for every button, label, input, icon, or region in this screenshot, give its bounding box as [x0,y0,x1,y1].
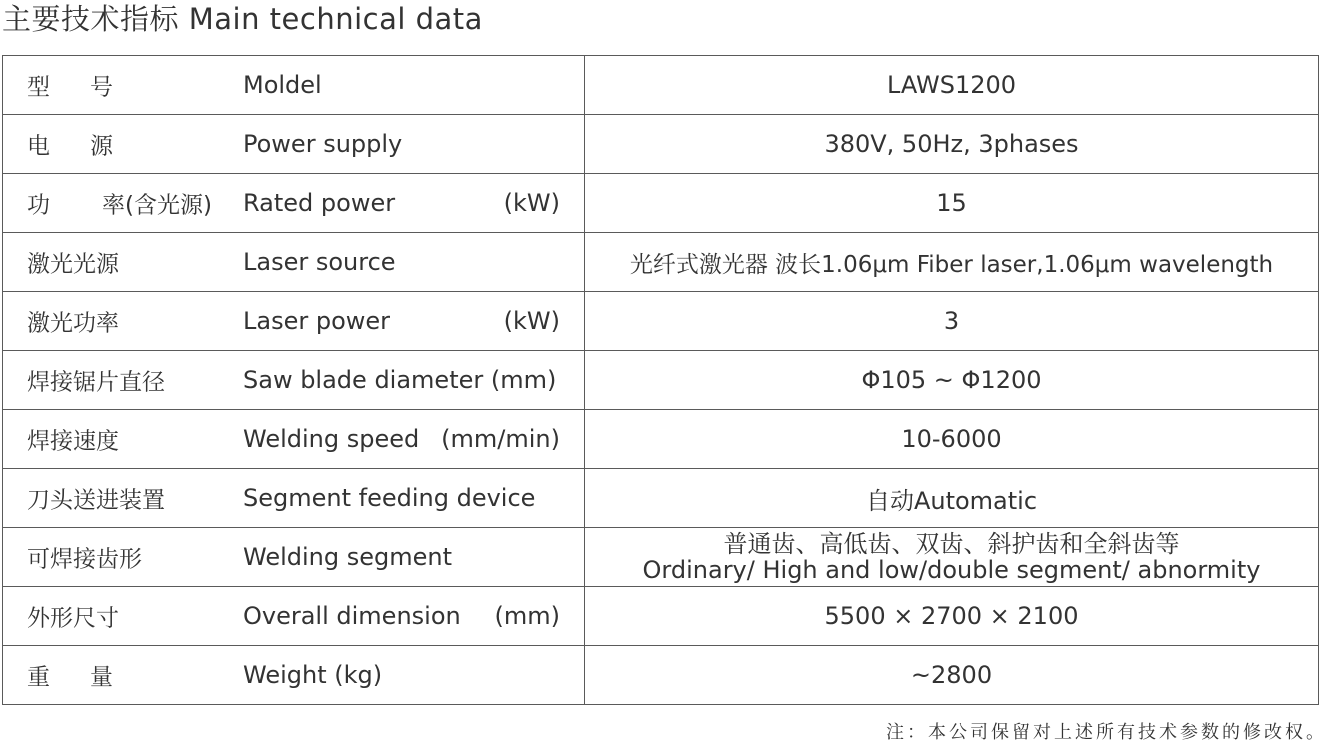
label-en: Weight (kg) [243,661,383,689]
row-value: ~2800 [585,646,1319,705]
label-zh: 焊接速度 [27,428,119,455]
label-en: Laser source [243,248,396,276]
table-row [3,174,1319,233]
row-label [3,587,585,646]
table-row [3,528,1319,587]
row-value: 3 [585,292,1319,351]
label-zh: 激光光源 [27,251,119,278]
row-label [3,115,585,174]
label-unit: (mm/min) [441,425,560,453]
page-title: 主要技术指标 Main technical data [2,2,483,36]
table-row [3,351,1319,410]
row-value: 15 [585,174,1319,233]
label-unit: (kW) [503,307,560,335]
label-zh: 电源 [27,133,153,160]
label-zh: 重量 [27,664,153,691]
label-zh: 可焊接齿形 [27,546,142,573]
footnote: 注：本公司保留对上述所有技术参数的修改权。 [886,722,1327,743]
label-en: Welding segment [243,543,453,571]
row-label [3,469,585,528]
row-value: 光纤式激光器 波长1.06μm Fiber laser,1.06μm wavelength [585,233,1319,292]
label-en: Segment feeding device [243,484,536,512]
label-zh-part1: 功 [27,192,50,219]
row-label [3,646,585,705]
table-row [3,410,1319,469]
label-zh: 型号 [27,74,153,101]
label-en: Moldel [243,71,322,99]
label-unit: (mm) [494,602,560,630]
value-line-en: Ordinary/ High and low/double segment/ abnormity [642,556,1261,584]
label-en: Power supply [243,130,403,158]
row-value: 5500 × 2700 × 2100 [585,587,1319,646]
label-en: Laser power [243,307,391,335]
label-zh: 外形尺寸 [27,605,119,632]
spec-table [2,55,1319,705]
table-row [3,56,1319,115]
row-label [3,56,585,115]
row-value: 10-6000 [585,410,1319,469]
table-row [3,587,1319,646]
label-zh: 刀头送进装置 [27,487,165,514]
label-zh-part2: 率(含光源) [102,192,212,219]
label-en: Rated power [243,189,396,217]
row-label [3,292,585,351]
label-en: Saw blade diameter (mm) [243,366,557,394]
row-label [3,174,585,233]
row-value: Φ105 ~ Φ1200 [585,351,1319,410]
row-label [3,410,585,469]
row-label [3,351,585,410]
label-en: Welding speed [243,425,420,453]
label-zh: 激光功率 [27,310,119,337]
row-label [3,528,585,587]
row-value [585,528,1319,587]
label-en: Overall dimension [243,602,461,630]
table-row [3,646,1319,705]
row-value: 380V, 50Hz, 3phases [585,115,1319,174]
label-unit: (kW) [503,189,560,217]
row-label [3,233,585,292]
label-zh [27,187,212,220]
row-value: LAWS1200 [585,56,1319,115]
value-line-zh: 普通齿、高低齿、双齿、斜护齿和全斜齿等 [723,530,1180,558]
label-zh: 焊接锯片直径 [27,369,165,396]
table-row [3,469,1319,528]
table-row [3,292,1319,351]
row-value: 自动Automatic [585,469,1319,528]
table-row [3,233,1319,292]
table-row [3,115,1319,174]
